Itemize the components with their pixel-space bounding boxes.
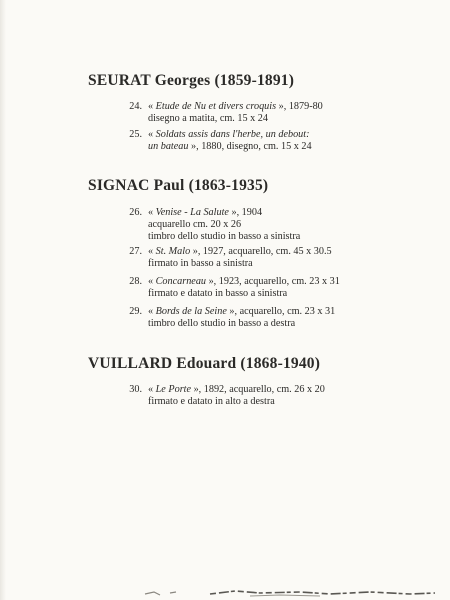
- artwork-title: Bords de la Seine: [155, 306, 227, 317]
- artist-dates: (1859-1891): [214, 72, 295, 89]
- catalog-entry-25: [120, 129, 370, 153]
- artist-heading-seurat: [88, 72, 294, 90]
- entry-line-1: « Etude de Nu et divers croquis », 1879-80: [148, 101, 323, 112]
- artist-heading-vuillard: [88, 355, 320, 373]
- entry-line-2: acquarello cm. 20 x 26: [148, 219, 242, 230]
- artwork-title: Soldats assis dans l'herbe, un debout:: [155, 129, 310, 140]
- entry-number: 30.: [129, 384, 142, 395]
- entry-line-2: timbro dello studio in basso a destra: [148, 318, 296, 329]
- artwork-title: St. Malo: [155, 246, 191, 257]
- catalog-entry-27: [120, 246, 370, 270]
- artist-dates: (1863-1935): [188, 177, 269, 194]
- catalog-entry-26: [120, 207, 370, 243]
- entry-line-3: timbro dello studio in basso a sinistra: [148, 231, 301, 242]
- entry-line-2: disegno a matita, cm. 15 x 24: [148, 113, 268, 124]
- entry-line-2: un bateau », 1880, disegno, cm. 15 x 24: [148, 141, 312, 152]
- entry-line-1: « Venise - La Salute », 1904: [148, 207, 263, 218]
- entry-number: 24.: [129, 101, 142, 112]
- entry-line-2: firmato e datato in alto a destra: [148, 396, 275, 407]
- entry-number: 29.: [129, 306, 142, 317]
- entry-number: 27.: [129, 246, 142, 257]
- artwork-title: Concarneau: [155, 276, 207, 287]
- artist-name: SEURAT Georges: [88, 72, 211, 89]
- entry-number: 26.: [129, 207, 142, 218]
- entry-line-1: « Bords de la Seine », acquarello, cm. 23 x 31: [148, 306, 336, 317]
- artwork-title: Le Porte: [155, 384, 192, 395]
- catalog-entry-29: [120, 306, 370, 330]
- artist-name: SIGNAC Paul: [88, 177, 185, 194]
- entry-line-1: « Soldats assis dans l'herbe, un debout:: [148, 129, 310, 140]
- catalog-entry-24: [120, 101, 370, 125]
- artist-name: VUILLARD Edouard: [88, 355, 237, 372]
- artist-heading-signac: [88, 177, 268, 195]
- catalog-entry-28: [120, 276, 370, 300]
- artwork-title: Etude de Nu et divers croquis: [155, 101, 277, 112]
- entry-line-1: « St. Malo », 1927, acquarello, cm. 45 x 30.5: [148, 246, 332, 257]
- artwork-title: Venise - La Salute: [155, 207, 229, 218]
- entry-number: 25.: [129, 129, 142, 140]
- artwork-title-cont: un bateau: [148, 141, 189, 152]
- artist-dates: (1868-1940): [240, 355, 321, 372]
- catalog-entry-30: [120, 384, 370, 408]
- entry-line-1: « Le Porte », 1892, acquarello, cm. 26 x 20: [148, 384, 325, 395]
- scan-smudge-marks: [140, 588, 440, 598]
- entry-number: 28.: [129, 276, 142, 287]
- page-edge-shadow: [0, 0, 6, 600]
- entry-line-2: firmato in basso a sinistra: [148, 258, 253, 269]
- entry-line-2: firmato e datato in basso a sinistra: [148, 288, 288, 299]
- entry-line-1: « Concarneau », 1923, acquarello, cm. 23 x 31: [148, 276, 340, 287]
